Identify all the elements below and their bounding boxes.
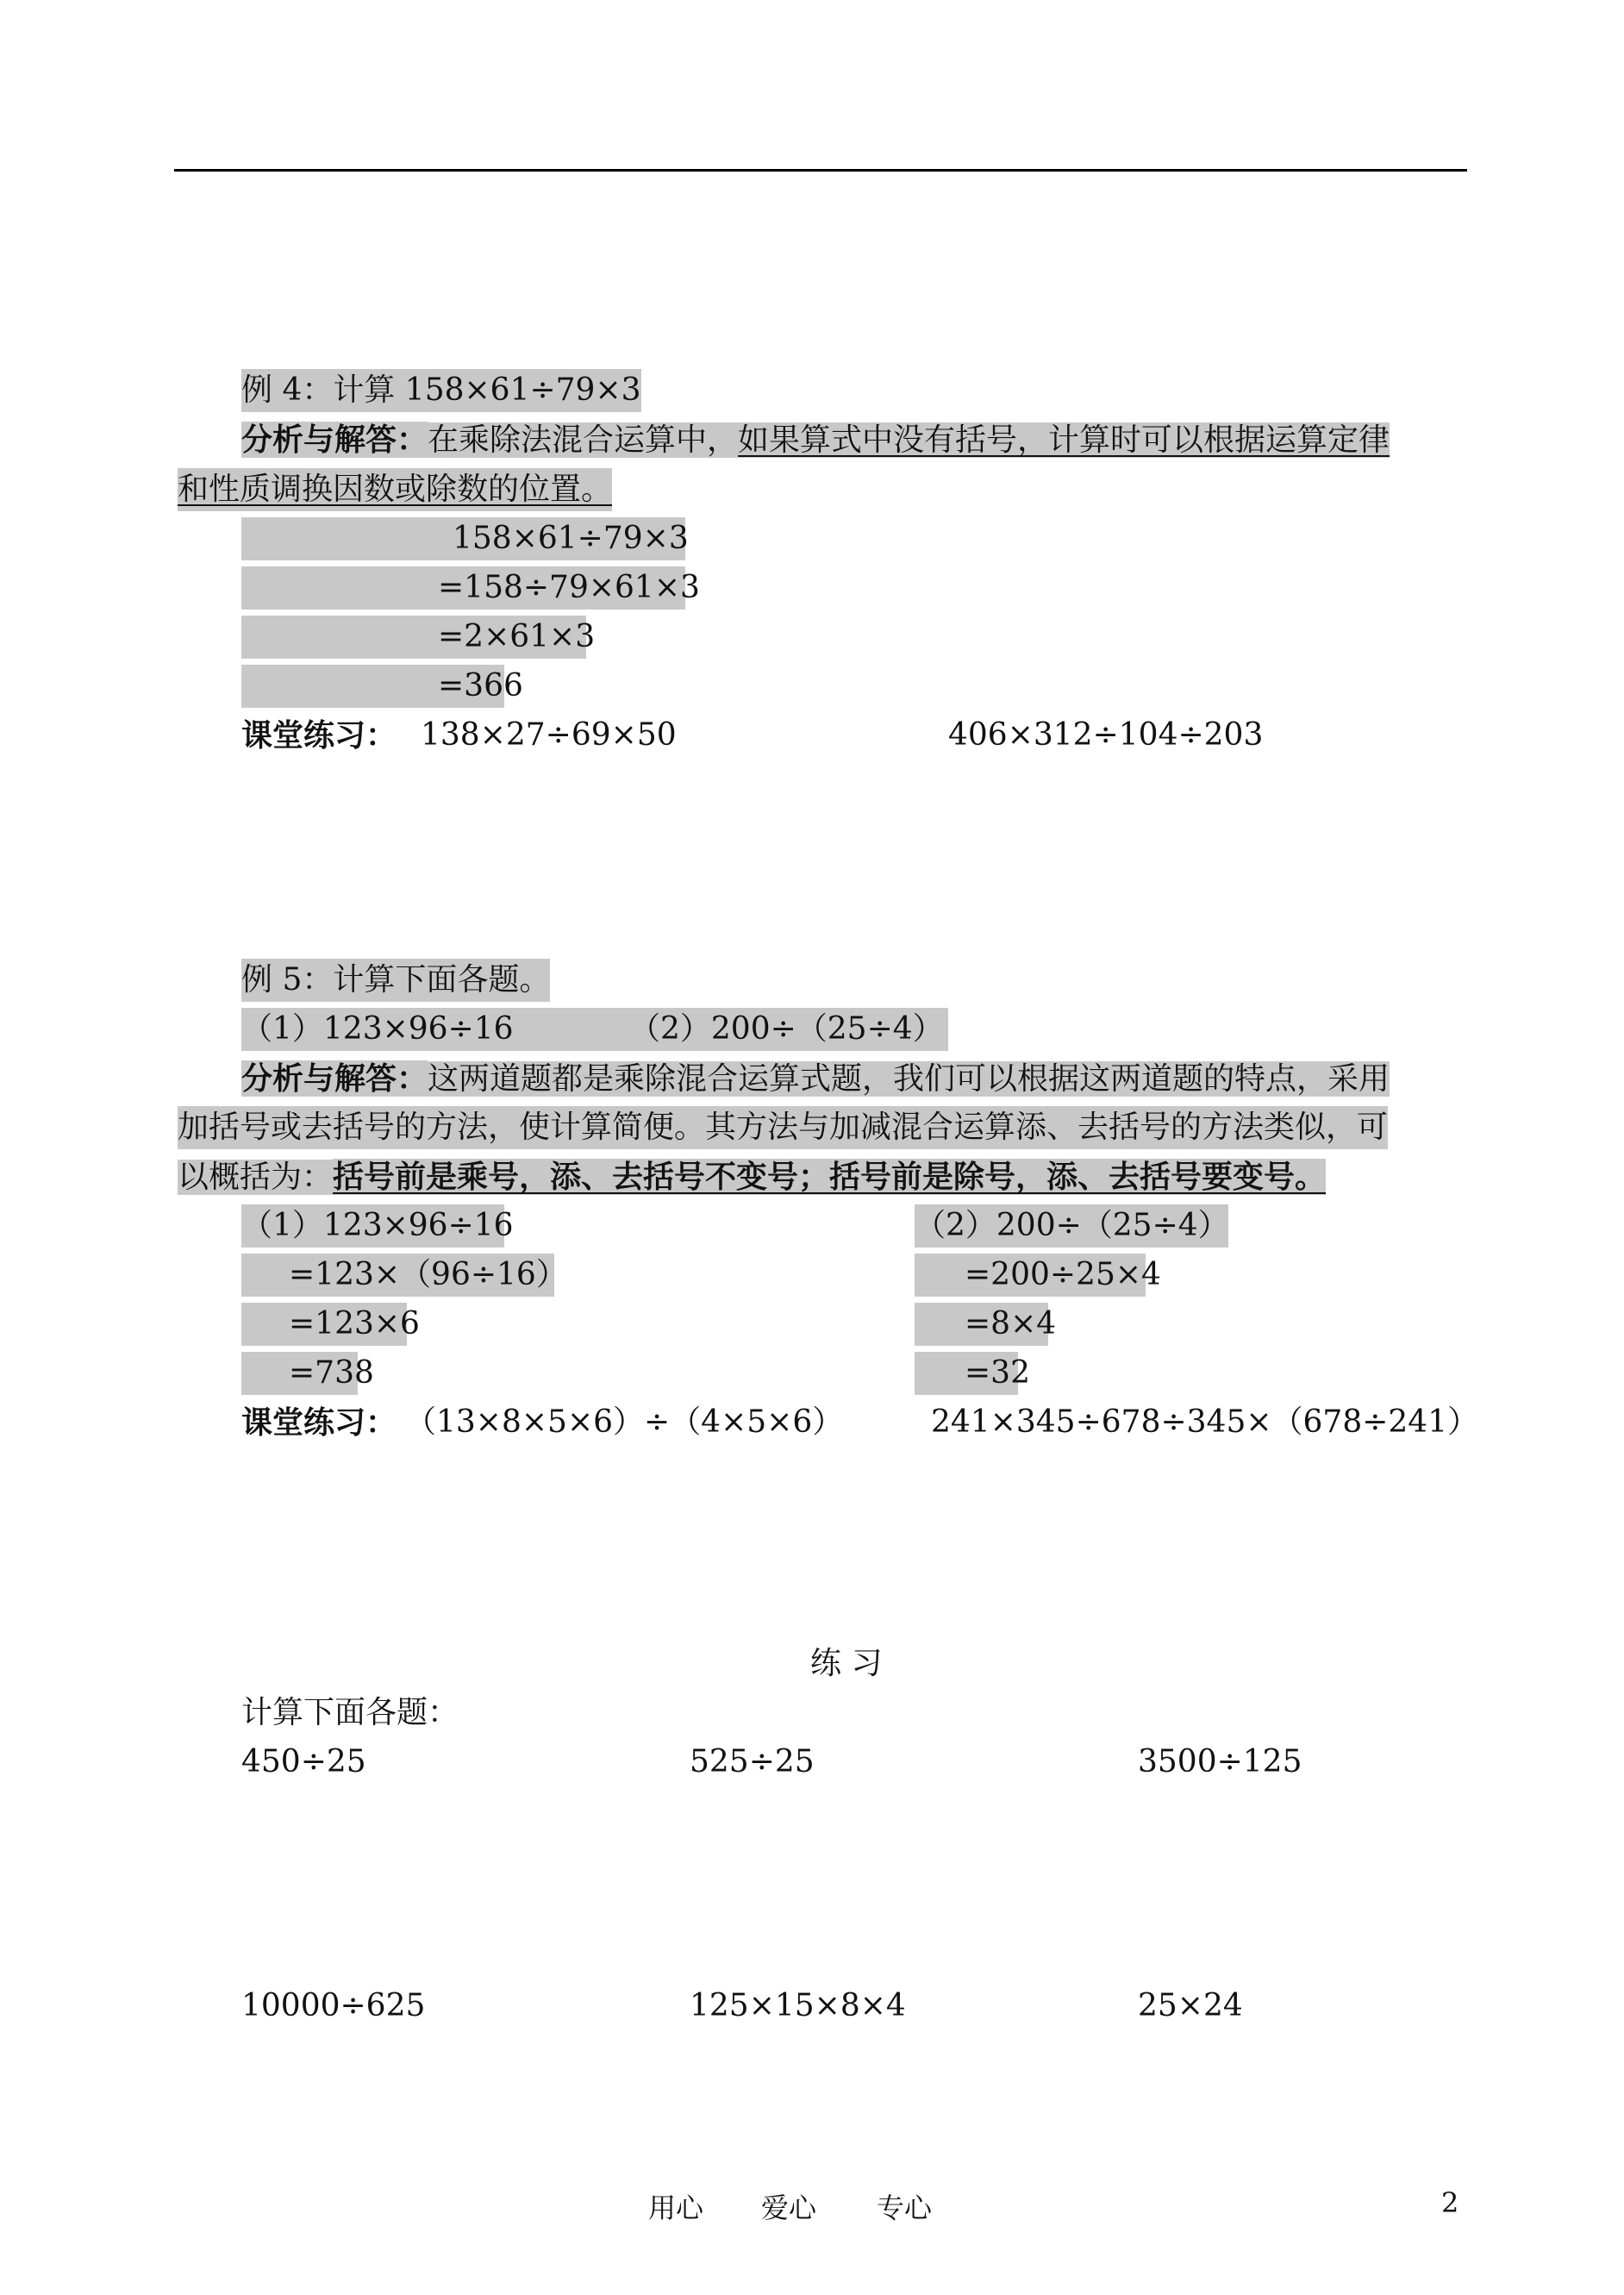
analysis-rule: 括号前是乘号，添、去括号不变号；括号前是除号，添、去括号要变号。 [333, 1159, 1327, 1195]
analysis-text: 在乘除法混合运算中， [428, 422, 739, 458]
example5-practice-label: 课堂练习： [241, 1404, 397, 1441]
example4-title: 例 4：计算 158×61÷79×3 [241, 369, 641, 412]
exercise-problem: 10000÷625 [241, 1988, 426, 2023]
footer-motto-3: 专心 [877, 2192, 933, 2224]
exercise-problem: 525÷25 [690, 1744, 815, 1779]
example5-left-step-3: =123×6 [241, 1303, 407, 1346]
header-rule [174, 169, 1467, 172]
footer-motto-2: 爱心 [761, 2192, 817, 2224]
example4-practice-label: 课堂练习： [241, 717, 397, 754]
analysis-label: 分析与解答： [241, 422, 428, 458]
exercise-problem: 450÷25 [241, 1744, 366, 1779]
example5-problems [241, 1008, 948, 1051]
example4-analysis-line2: 和性质调换因数或除数的位置。 [178, 468, 612, 511]
analysis-text: 以概括为： [178, 1160, 334, 1195]
example5-problem-2: （2）200÷（25÷4） [629, 1011, 944, 1047]
example5-analysis-line3 [178, 1155, 1326, 1198]
example4-step-4: =366 [241, 665, 504, 708]
exercise-instruction: 计算下面各题： [241, 1695, 459, 1730]
example4-step-2: =158÷79×61×3 [241, 566, 685, 610]
example4-practice-item-2: 406×312÷104÷203 [948, 717, 1264, 753]
example5-practice-item-2: 241×345÷678÷345×（678÷241） [931, 1404, 1479, 1440]
example5-right-step-4: =32 [915, 1352, 1018, 1395]
example5-analysis-line1 [241, 1057, 1390, 1100]
example4-step-3: =2×61×3 [241, 616, 586, 659]
exercise-problem: 25×24 [1138, 1988, 1243, 2023]
example5-analysis-line2: 加括号或去括号的方法，使计算简便。其方法与加减混合运算添、去括号的方法类似，可 [178, 1106, 1388, 1149]
example5-problem-1: （1）123×96÷16 [241, 1011, 514, 1047]
example5-title: 例 5：计算下面各题。 [241, 959, 550, 1002]
example5-left-step-2: =123×（96÷16） [241, 1254, 554, 1297]
exercise-title: 练 习 [810, 1646, 883, 1681]
example5-left-step-1: （1）123×96÷16 [241, 1204, 504, 1248]
example4-practice-item-1: 138×27÷69×50 [421, 717, 677, 753]
exercise-problem: 3500÷125 [1138, 1744, 1302, 1779]
exercise-problem: 125×15×8×4 [690, 1988, 906, 2023]
example5-right-step-3: =8×4 [915, 1303, 1048, 1346]
example5-right-step-2: =200÷25×4 [915, 1254, 1146, 1297]
analysis-text-underlined: 如果算式中没有括号，计算时可以根据运算定律 [738, 422, 1390, 458]
page-number: 2 [1441, 2186, 1459, 2219]
example4-step-1: 158×61÷79×3 [241, 517, 685, 560]
example5-right-step-1: （2）200÷（25÷4） [915, 1204, 1228, 1248]
example4-analysis-line1 [241, 418, 1390, 461]
example5-left-step-4: =738 [241, 1352, 358, 1395]
example5-practice-item-1: （13×8×5×6）÷（4×5×6） [405, 1404, 844, 1440]
analysis-label: 分析与解答： [241, 1060, 428, 1097]
analysis-text: 这两道题都是乘除混合运算式题，我们可以根据这两道题的特点，采用 [428, 1061, 1390, 1097]
footer-motto-1: 用心 [648, 2192, 704, 2224]
